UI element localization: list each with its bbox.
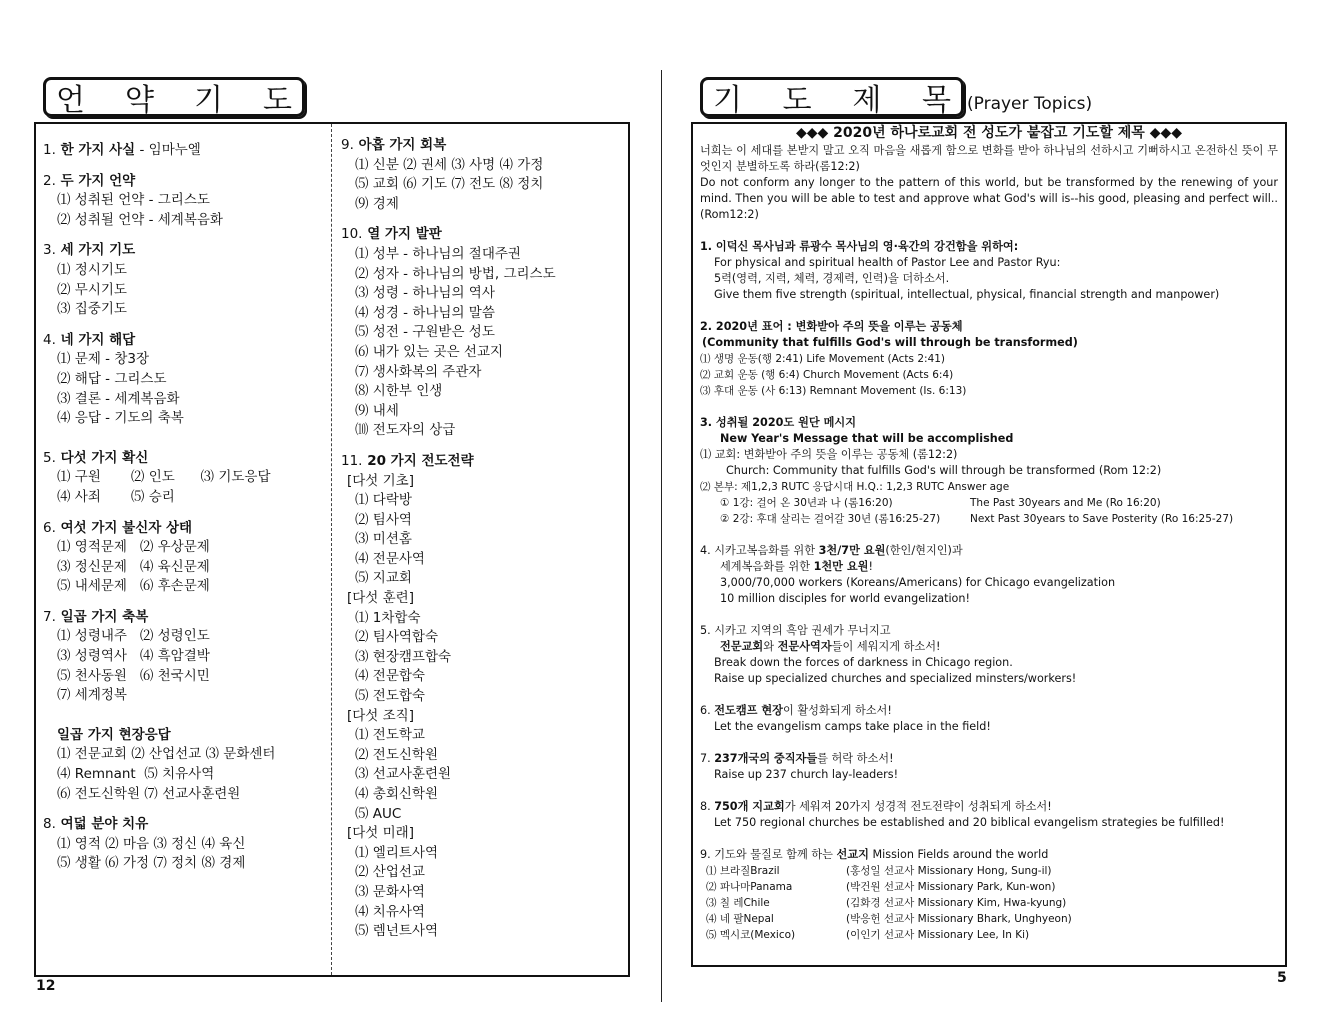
prayer-topics	[700, 125, 1278, 943]
section-title: 열 가지 발판	[367, 226, 442, 243]
list-item: ⑵ 전도신학원	[355, 746, 438, 763]
list-item: ⑵ 팀사역합숙	[355, 629, 438, 646]
prayer-header: ◆◆◆ 2020년 하나로교회 전 성도가 붙잡고 기도할 제목 ◆◆◆	[796, 125, 1182, 141]
lecture-en: Next Past 30years to Save Posterity (Ro 16:25-27)	[970, 513, 1234, 525]
mission-country: ⑴ 브라질Brazil	[706, 865, 780, 877]
missionary-name: (박응헌 선교사 Missionary Bhark, Unghyeon)	[846, 913, 1072, 925]
section-title: 일곱 가지 현장응답	[57, 726, 171, 743]
topic-7	[700, 751, 1278, 783]
list-item: ⑶ 집중기도	[57, 301, 127, 318]
section-number: 2.	[43, 172, 56, 189]
list-item: ⑷ Remnant ⑸ 치유사역	[57, 766, 215, 783]
topic-5-line: Break down the forces of darkness in Chicago region.	[714, 656, 1013, 669]
topic-1-line: Give them five strength (spiritual, intellectual, physical, financial strength and manpower)	[714, 288, 1220, 301]
column-divider	[331, 124, 332, 975]
bold-text: 237개국의 중직자들	[714, 752, 818, 765]
section-heading	[43, 331, 328, 351]
list-item: ⑶ 문화사역	[355, 883, 425, 900]
list-item: ⑸ 내세문제 ⑹ 후손문제	[57, 578, 210, 595]
missionary-name: (홍성일 선교사 Missionary Hong, Sung-il)	[846, 865, 1052, 877]
verse-korean: 너희는 이 세대를 본받지 말고 오직 마음을 새롭게 함으로 변화를 받아 하나님의 선하시고 기뻐하시고 온전하신 뜻이 무엇인지 분별하도록 하라(롬12:2)	[700, 144, 1278, 173]
list-item: ⑸ 성전 - 구원받은 성도	[355, 324, 495, 341]
list-item: ⑴ 성령내주 ⑵ 성령인도	[57, 628, 210, 645]
right-title-subtitle: (Prayer Topics)	[967, 94, 1093, 114]
topic-1	[700, 239, 1278, 303]
bold-text: 3천/7만 요원	[818, 544, 886, 557]
topic-2-head: 2. 2020년 표어 : 변화받아 주의 뜻을 이루는 공동체	[700, 320, 963, 333]
section	[43, 141, 328, 161]
section-title: 두 가지 언약	[60, 172, 136, 189]
list-item: ⑴ 전문교회 ⑵ 산업선교 ⑶ 문화센터	[57, 746, 276, 763]
list-item: ⑷ 사죄 ⑸ 승리	[57, 488, 175, 505]
topic-3-lecture-1	[700, 495, 1278, 511]
list-item: ⑴ 영적 ⑵ 마음 ⑶ 정신 ⑷ 육신	[57, 835, 246, 852]
list-item: ⑴ 1차합숙	[355, 609, 421, 626]
section-number: 7.	[43, 608, 56, 625]
mission-country: ⑶ 칠 레Chile	[706, 897, 770, 909]
section-title: 네 가지 해답	[60, 331, 136, 348]
page-spine	[661, 70, 662, 1002]
topic-2-sub: (Community that fulfills God's will through be transformed)	[702, 336, 1078, 349]
section-heading	[341, 136, 626, 156]
list-item: ⑽ 전도자의 상급	[355, 422, 456, 439]
section	[43, 608, 328, 706]
section-number: 1.	[43, 142, 56, 158]
topic-3	[700, 415, 1278, 527]
list-item: ⑴ 성취된 언약 - 그리스도	[57, 192, 210, 209]
list-item: ⑶ 미션홈	[355, 531, 412, 548]
section-number: 10.	[341, 226, 363, 243]
section-title: 여덟 분야 치유	[60, 816, 149, 833]
list-item: ⑴ 신분 ⑵ 권세 ⑶ 사명 ⑷ 가정	[355, 156, 544, 173]
section-number: 8.	[43, 816, 56, 833]
section	[341, 136, 626, 214]
section-heading	[341, 452, 626, 472]
subgroup-label: [다섯 조직]	[347, 707, 414, 724]
list-item: ⑵ 팀사역	[355, 511, 412, 528]
text: 8.	[700, 800, 715, 813]
title-char: 언	[56, 83, 85, 118]
left-page-title	[46, 75, 302, 119]
list-item: ⑶ 선교사훈련원	[355, 766, 452, 783]
section-title: 일곱 가지 축복	[60, 608, 149, 625]
title-char: 목	[922, 83, 951, 118]
mission-field-list	[700, 863, 1278, 943]
topic-3-line: ⑵ 본부: 제1,2,3 RUTC 응답시대 H.Q.: 1,2,3 RUTC Answer age	[700, 481, 1010, 493]
list-item: ⑷ 치유사역	[355, 903, 425, 920]
topic-8-line: Let 750 regional churches be established and 20 biblical evangelism strategies be fulfilled!	[714, 816, 1225, 829]
section	[43, 331, 328, 429]
list-item: ⑴ 엘리트사역	[355, 844, 438, 861]
section	[43, 519, 328, 597]
section	[341, 452, 626, 942]
topic-4-line: 3,000/70,000 workers (Koreans/Americans) for Chicago evangelization	[720, 576, 1116, 589]
list-item: ⑷ 전문사역	[355, 550, 425, 567]
mission-field-row	[700, 911, 1278, 927]
section-number: 5.	[43, 449, 56, 466]
subgroup-label: [다섯 기초]	[347, 472, 414, 489]
section	[43, 726, 328, 804]
list-item: ⑵ 무시기도	[57, 281, 127, 298]
topic-5-line: Raise up specialized churches and specialized minsters/workers!	[714, 672, 1077, 685]
text: 6.	[700, 704, 715, 717]
topic-3-line: Church: Community that fulfills God's will through be transformed (Rom 12:2)	[726, 464, 1162, 477]
section	[43, 449, 328, 508]
left-title-box	[43, 77, 305, 117]
topic-3-head: 3. 성취될 2020도 원단 메시지	[700, 416, 857, 429]
section-number: 9.	[341, 137, 354, 153]
left-column-1	[43, 141, 328, 874]
list-item: ⑶ 결론 - 세계복음화	[57, 390, 180, 407]
section-heading	[43, 815, 328, 835]
section-heading	[43, 241, 328, 261]
list-item: ⑶ 성령역사 ⑷ 흑암결박	[57, 648, 210, 665]
section-heading	[43, 172, 328, 192]
missionary-name: (김화경 선교사 Missionary Kim, Hwa-kyung)	[846, 897, 1067, 909]
section-title: 아홉 가지 회복	[358, 137, 447, 153]
list-item: ⑴ 정시기도	[57, 261, 127, 278]
section-number: 6.	[43, 519, 56, 536]
section-subtitle: - 임마누엘	[135, 142, 201, 158]
topic-4-line: 10 million disciples for world evangelization!	[720, 592, 970, 605]
section-number: 11.	[341, 452, 363, 469]
section-title: 세 가지 기도	[60, 242, 136, 259]
missionary-name: (이인기 선교사 Missionary Lee, In Ki)	[846, 929, 1030, 941]
list-item: ⑴ 영적문제 ⑵ 우상문제	[57, 539, 210, 556]
topic-6-line: Let the evangelism camps take place in the field!	[714, 720, 991, 733]
bold-text: 전도캠프 현장	[714, 704, 783, 717]
text: Mission Fields around the world	[868, 848, 1049, 861]
list-item: ⑷ 전문합숙	[355, 668, 425, 685]
mission-field-row	[700, 879, 1278, 895]
list-item: ⑸ 생활 ⑹ 가정 ⑺ 정치 ⑻ 경제	[57, 855, 246, 872]
list-item: ⑺ 생사화복의 주관자	[355, 363, 482, 380]
list-item: ⑴ 전도학교	[355, 727, 425, 744]
bold-text: 1천만 요원	[813, 560, 869, 573]
subgroup-label: [다섯 미래]	[347, 825, 414, 842]
missionary-name: (박건원 선교사 Missionary Park, Kun-won)	[846, 881, 1056, 893]
title-char: 약	[125, 83, 154, 118]
verse-english: Do not conform any longer to the pattern of this world, but be transformed by the renewing of your mind. Then you will be able to test and approve what God's will is--his good, pleasing and perfect will..(Rom12:2)	[700, 176, 1278, 221]
section	[341, 225, 626, 441]
mission-field-row	[700, 863, 1278, 879]
list-item: ⑶ 정신문제 ⑷ 육신문제	[57, 558, 210, 575]
list-item: ⑷ 총회신학원	[355, 786, 438, 802]
topic-1-line: 5력(영력, 지력, 체력, 경제력, 인력)을 더하소서.	[714, 272, 950, 285]
bold-text: 전문사역자	[777, 640, 832, 653]
topic-1-line: For physical and spiritual health of Pastor Lee and Pastor Ryu:	[714, 256, 1061, 269]
text: 7.	[700, 752, 715, 765]
list-item: ⑸ 전도합숙	[355, 688, 425, 705]
bold-text: 선교지	[836, 848, 869, 861]
list-item: ⑵ 성취될 언약 - 세계복음화	[57, 211, 223, 228]
lecture-en: The Past 30years and Me (Ro 16:20)	[970, 497, 1161, 509]
topic-5	[700, 623, 1278, 687]
topic-3-line: ⑴ 교회: 변화받아 주의 뜻을 이루는 공동체 (롬12:2)	[700, 448, 958, 461]
list-item: ⑸ 교회 ⑹ 기도 ⑺ 전도 ⑻ 정치	[355, 176, 544, 193]
list-item: ⑺ 세계정복	[57, 687, 127, 704]
topic-3-sub: New Year's Message that will be accomplished	[720, 432, 1014, 445]
list-item: ⑻ 시한부 인생	[355, 383, 443, 400]
section-heading	[43, 519, 328, 539]
list-item: ⑴ 성부 - 하나님의 절대주권	[355, 245, 521, 262]
section-heading	[43, 608, 328, 628]
right-page-number: 5	[1277, 970, 1287, 986]
list-item: ⑶ 성령 - 하나님의 역사	[355, 285, 495, 302]
bold-text: 전문교회	[720, 640, 764, 653]
topic-2-line: ⑵ 교회 운동 (행 6:4) Church Movement (Acts 6:4)	[700, 369, 954, 381]
topic-9	[700, 847, 1278, 943]
list-item: ⑸ 지교회	[355, 570, 412, 587]
section-heading	[43, 726, 328, 746]
text: 들이 세워지게 하소서!	[831, 640, 941, 653]
topic-2	[700, 319, 1278, 399]
bold-text: 750개 지교회	[714, 800, 785, 813]
title-char: 도	[782, 83, 812, 118]
section-heading	[341, 225, 626, 245]
list-item: ⑹ 전도신학원 ⑺ 선교사훈련원	[57, 785, 241, 802]
list-item: ⑸ 천사동원 ⑹ 천국시민	[57, 667, 210, 684]
section-number: 4.	[43, 331, 56, 348]
section-title: 20 가지 전도전략	[367, 452, 474, 469]
topic-3-lecture-2	[700, 511, 1278, 527]
left-page-number: 12	[36, 978, 56, 994]
section-number: 3.	[43, 242, 56, 259]
mission-country: ⑵ 파나마Panama	[706, 881, 793, 893]
list-item: ⑴ 문제 - 창3장	[57, 351, 149, 368]
topic-6	[700, 703, 1278, 735]
list-item: ⑷ 응답 - 기도의 축복	[57, 410, 184, 427]
topic-1-head: 1. 이덕신 목사님과 류광수 목사님의 영·육간의 강건함을 위하여:	[700, 240, 1019, 253]
right-page-title	[703, 75, 961, 119]
lecture-ko: ② 2강: 후대 살리는 걸어갈 30년 (롬16:25-27)	[720, 513, 941, 525]
section	[43, 815, 328, 874]
section-title: 다섯 가지 확신	[60, 449, 149, 466]
text: 를 허락 하소서!	[817, 752, 894, 765]
topic-4	[700, 543, 1278, 607]
text: !	[868, 560, 873, 573]
list-item: ⑵ 성자 - 하나님의 방법, 그리스도	[355, 265, 556, 282]
lecture-ko: ① 1강: 걸어 온 30년과 나 (롬16:20)	[720, 497, 893, 509]
title-char: 기	[713, 83, 742, 118]
left-column-2	[341, 136, 626, 942]
text: 4. 시카고복음화를 위한	[700, 544, 819, 557]
mission-field-row	[700, 927, 1278, 943]
section	[43, 172, 328, 231]
text: 9. 기도와 물질로 함께 하는	[700, 848, 837, 861]
section	[43, 241, 328, 319]
section-heading	[43, 141, 328, 161]
title-char: 도	[263, 83, 292, 118]
list-item: ⑸ AUC	[355, 805, 402, 822]
list-item: ⑵ 산업선교	[355, 864, 425, 881]
title-char: 기	[194, 83, 223, 118]
topic-2-line: ⑴ 생명 운동(행 2:41) Life Movement (Acts 2:41)	[700, 353, 946, 365]
list-item: ⑼ 경제	[355, 195, 399, 212]
mission-country: ⑸ 멕시코(Mexico)	[706, 929, 796, 941]
list-item: ⑵ 해답 - 그리스도	[57, 370, 167, 387]
list-item: ⑹ 내가 있는 곳은 선교지	[355, 343, 504, 360]
text: 세계복음화를 위한	[720, 560, 814, 573]
right-title-box	[700, 77, 964, 117]
topic-7-line: Raise up 237 church lay-leaders!	[714, 768, 899, 781]
list-item: ⑶ 현장캠프합숙	[355, 648, 452, 665]
text: 와	[763, 640, 778, 653]
mission-country: ⑷ 네 팔Nepal	[706, 913, 774, 925]
topic-8	[700, 799, 1278, 831]
mission-field-row	[700, 895, 1278, 911]
list-item: ⑸ 렘넌트사역	[355, 923, 438, 940]
section-heading	[43, 449, 328, 469]
title-char: 제	[852, 83, 882, 118]
list-item: ⑷ 성경 - 하나님의 말씀	[355, 304, 495, 321]
list-item: ⑼ 내세	[355, 402, 399, 419]
list-item: ⑴ 다락방	[355, 492, 412, 509]
subgroup-label: [다섯 훈련]	[347, 590, 414, 607]
list-item: ⑴ 구원 ⑵ 인도 ⑶ 기도응답	[57, 469, 271, 486]
text: 가 세워져 20가지 성경적 전도전략이 성취되게 하소서!	[784, 800, 1052, 813]
topic-5-head: 5. 시카고 지역의 흑암 권세가 무너지고	[700, 624, 891, 637]
text: 이 활성화되게 하소서!	[782, 704, 892, 717]
section-title: 여섯 가지 불신자 상태	[60, 519, 193, 536]
text: (한인/현지인)과	[885, 544, 963, 557]
section-title: 한 가지 사실	[60, 142, 136, 158]
topic-2-line: ⑶ 후대 운동 (사 6:13) Remnant Movement (Is. 6:13)	[700, 385, 967, 397]
